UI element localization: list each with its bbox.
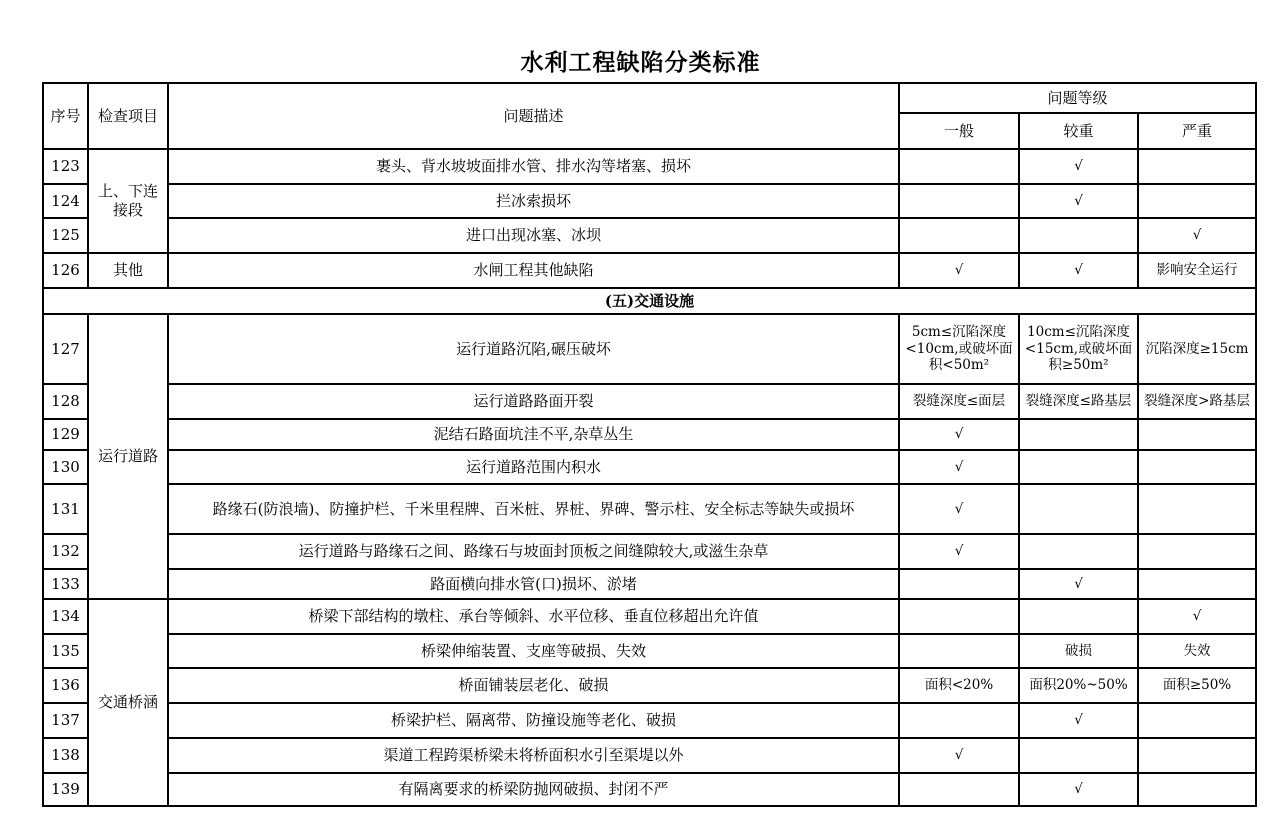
group-cell-road: 运行道路 [88, 314, 168, 599]
description-cell: 拦冰索损坏 [168, 184, 899, 218]
row-index: 129 [43, 419, 88, 450]
header-index: 序号 [43, 83, 88, 149]
description-cell: 路面横向排水管(口)损坏、淤堵 [168, 569, 899, 599]
grade-general-cell: √ [899, 484, 1019, 534]
table-row [43, 184, 1256, 218]
grade-moderate-cell: √ [1019, 253, 1138, 288]
grade-moderate-cell: √ [1019, 703, 1138, 738]
grade-general-cell [899, 184, 1019, 218]
row-index: 131 [43, 484, 88, 534]
table-row [43, 253, 1256, 288]
row-index: 134 [43, 599, 88, 634]
grade-moderate-cell: √ [1019, 184, 1138, 218]
grade-moderate-cell [1019, 738, 1138, 773]
description-cell: 渠道工程跨渠桥梁未将桥面积水引至渠堤以外 [168, 738, 899, 773]
description-cell: 运行道路路面开裂 [168, 384, 899, 419]
grade-moderate-cell: √ [1019, 569, 1138, 599]
grade-general-cell [899, 599, 1019, 634]
grade-severe-cell [1138, 450, 1256, 484]
row-index: 124 [43, 184, 88, 218]
group-cell-other: 其他 [88, 253, 168, 288]
grade-severe-cell [1138, 738, 1256, 773]
table-row [43, 419, 1256, 450]
grade-general-cell [899, 569, 1019, 599]
grade-severe-cell [1138, 773, 1256, 806]
grade-moderate-cell [1019, 419, 1138, 450]
grade-severe-cell [1138, 149, 1256, 184]
grade-severe-cell: 沉陷深度≥15cm [1138, 314, 1256, 384]
grade-general-cell [899, 218, 1019, 253]
grade-severe-cell [1138, 419, 1256, 450]
section-header: (五)交通设施 [43, 288, 1256, 314]
table-row [43, 599, 1256, 634]
grade-moderate-cell: 10cm≤沉陷深度<15cm,或破坏面积≥50m² [1019, 314, 1138, 384]
grade-moderate-cell [1019, 484, 1138, 534]
header-grade-moderate: 较重 [1019, 113, 1138, 149]
description-cell: 运行道路范围内积水 [168, 450, 899, 484]
grade-severe-cell [1138, 534, 1256, 569]
grade-general-cell [899, 703, 1019, 738]
grade-general-cell: √ [899, 450, 1019, 484]
page-title: 水利工程缺陷分类标准 [520, 49, 761, 76]
description-cell: 裹头、背水坡坡面排水管、排水沟等堵塞、损坏 [168, 149, 899, 184]
group-cell-connect: 上、下连接段 [88, 149, 168, 253]
header-grade-severe: 严重 [1138, 113, 1256, 149]
grade-severe-cell: √ [1138, 599, 1256, 634]
row-index: 138 [43, 738, 88, 773]
grade-severe-cell: √ [1138, 218, 1256, 253]
description-cell: 桥梁下部结构的墩柱、承台等倾斜、水平位移、垂直位移超出允许值 [168, 599, 899, 634]
table-row [43, 569, 1256, 599]
grade-severe-cell: 面积≥50% [1138, 668, 1256, 703]
row-index: 135 [43, 634, 88, 668]
row-index: 130 [43, 450, 88, 484]
table-row [43, 738, 1256, 773]
grade-general-cell: √ [899, 419, 1019, 450]
row-index: 139 [43, 773, 88, 806]
grade-moderate-cell: 破损 [1019, 634, 1138, 668]
description-cell: 桥面铺装层老化、破损 [168, 668, 899, 703]
table-row [43, 484, 1256, 534]
grade-severe-cell [1138, 184, 1256, 218]
description-cell: 路缘石(防浪墙)、防撞护栏、千米里程牌、百米桩、界桩、界碑、警示柱、安全标志等缺失或损坏 [168, 484, 899, 534]
row-index: 128 [43, 384, 88, 419]
section-header-row [43, 288, 1256, 314]
description-cell: 水闸工程其他缺陷 [168, 253, 899, 288]
defect-classification-table [42, 82, 1257, 807]
table-row [43, 668, 1256, 703]
grade-general-cell [899, 634, 1019, 668]
grade-severe-cell [1138, 484, 1256, 534]
grade-moderate-cell [1019, 534, 1138, 569]
grade-severe-cell [1138, 703, 1256, 738]
row-index: 123 [43, 149, 88, 184]
description-cell: 进口出现冰塞、冰坝 [168, 218, 899, 253]
description-cell: 运行道路与路缘石之间、路缘石与坡面封顶板之间缝隙较大,或滋生杂草 [168, 534, 899, 569]
grade-general-cell [899, 149, 1019, 184]
header-grade: 问题等级 [899, 83, 1256, 113]
grade-general-cell: 面积<20% [899, 668, 1019, 703]
grade-general-cell: 5cm≤沉陷深度<10cm,或破坏面积<50m² [899, 314, 1019, 384]
description-cell: 桥梁护栏、隔离带、防撞设施等老化、破损 [168, 703, 899, 738]
description-cell: 泥结石路面坑洼不平,杂草丛生 [168, 419, 899, 450]
grade-moderate-cell: √ [1019, 773, 1138, 806]
table-row [43, 773, 1256, 806]
grade-general-cell: √ [899, 738, 1019, 773]
table-row [43, 634, 1256, 668]
grade-general-cell: √ [899, 253, 1019, 288]
description-cell: 运行道路沉陷,碾压破坏 [168, 314, 899, 384]
row-index: 125 [43, 218, 88, 253]
table-row [43, 149, 1256, 184]
row-index: 127 [43, 314, 88, 384]
header-grade-general: 一般 [899, 113, 1019, 149]
grade-moderate-cell: 裂缝深度≤路基层 [1019, 384, 1138, 419]
table-row [43, 534, 1256, 569]
grade-general-cell: √ [899, 534, 1019, 569]
grade-severe-cell: 裂缝深度>路基层 [1138, 384, 1256, 419]
grade-general-cell [899, 773, 1019, 806]
table-row [43, 218, 1256, 253]
table-row [43, 384, 1256, 419]
table-row [43, 703, 1256, 738]
grade-severe-cell: 失效 [1138, 634, 1256, 668]
grade-severe-cell: 影响安全运行 [1138, 253, 1256, 288]
grade-moderate-cell: 面积20%~50% [1019, 668, 1138, 703]
grade-moderate-cell [1019, 599, 1138, 634]
row-index: 132 [43, 534, 88, 569]
table-row [43, 450, 1256, 484]
description-cell: 有隔离要求的桥梁防抛网破损、封闭不严 [168, 773, 899, 806]
grade-severe-cell [1138, 569, 1256, 599]
row-index: 136 [43, 668, 88, 703]
row-index: 133 [43, 569, 88, 599]
table-row [43, 314, 1256, 384]
grade-moderate-cell: √ [1019, 149, 1138, 184]
grade-general-cell: 裂缝深度≤面层 [899, 384, 1019, 419]
group-cell-bridge: 交通桥涵 [88, 599, 168, 806]
table-header-row [43, 83, 1256, 113]
header-description: 问题描述 [168, 83, 899, 149]
grade-moderate-cell [1019, 450, 1138, 484]
grade-moderate-cell [1019, 218, 1138, 253]
row-index: 137 [43, 703, 88, 738]
description-cell: 桥梁伸缩装置、支座等破损、失效 [168, 634, 899, 668]
row-index: 126 [43, 253, 88, 288]
header-item: 检查项目 [88, 83, 168, 149]
